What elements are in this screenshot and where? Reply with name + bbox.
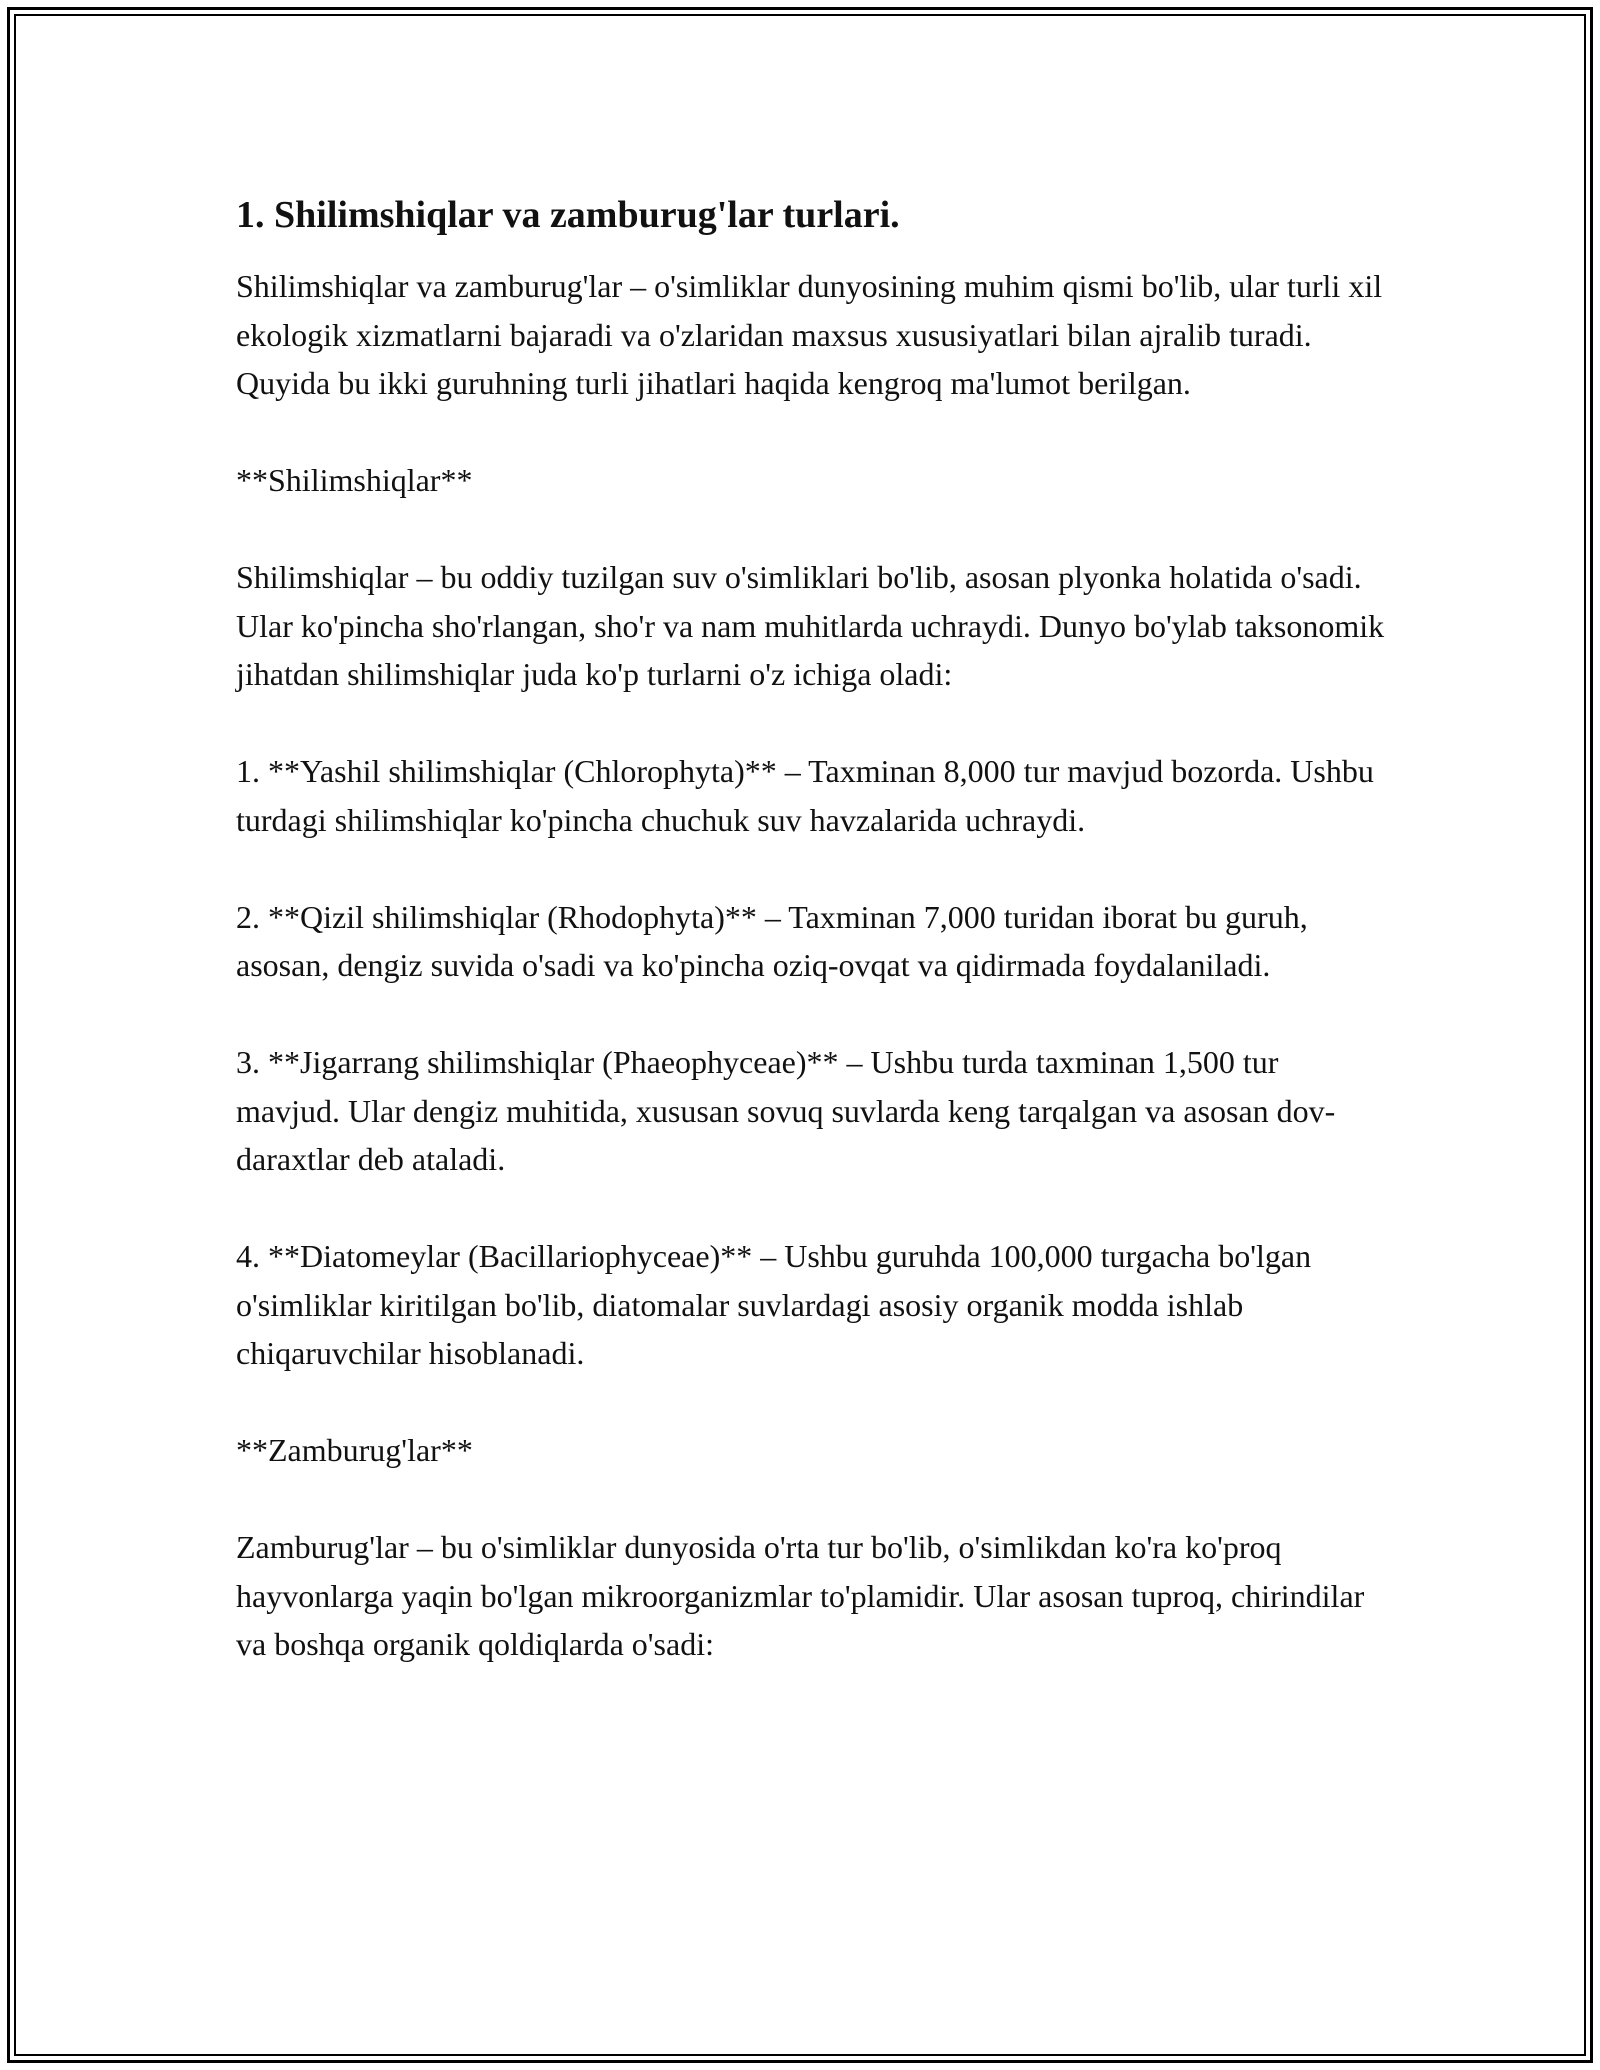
list-item-jigarrang: 3. **Jigarrang shilimshiqlar (Phaeophyceae)** – Ushbu turda taxminan 1,500 tur mavjud. Ular dengiz muhitida, xususan sovuq suvlarda keng tarqalgan va asosan dov-daraxtlar deb ataladi. bbox=[236, 1044, 1336, 1177]
intro-paragraph: Shilimshiqlar va zamburug'lar – o'simliklar dunyosining muhim qismi bo'lib, ular turli xil ekologik xizmatlarni bajaradi va o'zlaridan maxsus xususiyatlari bilan ajralib turadi. Quyida bu ikki guruhning turli jihatlari haqida kengroq ma'lumot berilgan. bbox=[236, 268, 1383, 401]
document-body bbox=[236, 190, 1386, 1717]
section-heading: 1. Shilimshiqlar va zamburug'lar turlari. bbox=[236, 194, 900, 236]
list-item-yashil: 1. **Yashil shilimshiqlar (Chlorophyta)** – Taxminan 8,000 tur mavjud bozorda. Ushbu turdagi shilimshiqlar ko'pincha chuchuk suv havzalarida uchraydi. bbox=[236, 753, 1374, 838]
zamburuglar-paragraph: Zamburug'lar – bu o'simliklar dunyosida o'rta tur bo'lib, o'simlikdan ko'ra ko'proq hayvonlarga yaqin bo'lgan mikroorganizmlar to'plamidir. Ular asosan tuproq, chirindilar va boshqa organik qoldiqlarda o'sadi: bbox=[236, 1529, 1365, 1662]
subheading-zamburuglar: **Zamburug'lar** bbox=[236, 1432, 473, 1468]
list-item-diatomeylar: 4. **Diatomeylar (Bacillariophyceae)** – Ushbu guruhda 100,000 turgacha bo'lgan o'simliklar kiritilgan bo'lib, diatomalar suvlardagi asosiy organik modda ishlab chiqaruvchilar hisoblanadi. bbox=[236, 1238, 1312, 1371]
shilimshiqlar-paragraph: Shilimshiqlar – bu oddiy tuzilgan suv o'simliklari bo'lib, asosan plyonka holatida o'sadi. Ular ko'pincha sho'rlangan, sho'r va nam muhitlarda uchraydi. Dunyo bo'ylab taksonomik jihatdan shilimshiqlar juda ko'p turlarni o'z ichiga oladi: bbox=[236, 559, 1385, 692]
subheading-shilimshiqlar: **Shilimshiqlar** bbox=[236, 462, 473, 498]
list-item-qizil: 2. **Qizil shilimshiqlar (Rhodophyta)** – Taxminan 7,000 turidan iborat bu guruh, asosan, dengiz suvida o'sadi va ko'pincha oziq-ovqat va qidirmada foydalaniladi. bbox=[236, 898, 1308, 983]
